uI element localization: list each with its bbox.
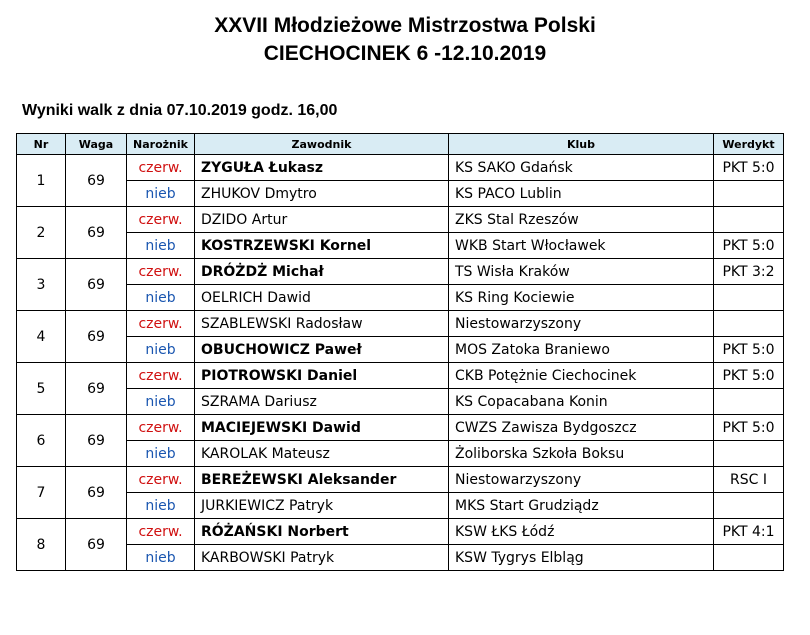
verdict — [714, 207, 784, 233]
corner-blue: nieb — [127, 337, 195, 363]
document-subtitle-event: CIECHOCINEK 6 -12.10.2019 — [263, 42, 547, 65]
table-row — [17, 519, 784, 545]
fighter-name: KOSTRZEWSKI Kornel — [195, 233, 449, 259]
table-row — [17, 259, 784, 285]
column-header-waga: Waga — [66, 134, 127, 155]
fighter-name: JURKIEWICZ Patryk — [195, 493, 449, 519]
table-row — [17, 363, 784, 389]
verdict — [714, 285, 784, 311]
corner-blue: nieb — [127, 493, 195, 519]
verdict — [714, 545, 784, 571]
verdict — [714, 181, 784, 207]
fighter-name: MACIEJEWSKI Dawid — [195, 415, 449, 441]
bout-number: 3 — [17, 259, 66, 311]
fighter-club: WKB Start Włocławek — [449, 233, 714, 259]
corner-red: czerw. — [127, 311, 195, 337]
table-row — [17, 493, 784, 519]
fighter-club: Niestowarzyszony — [449, 467, 714, 493]
column-header-naroznik: Narożnik — [127, 134, 195, 155]
weight-class: 69 — [66, 207, 127, 259]
document-title: XXVII Młodzieżowe Mistrzostwa Polski — [214, 14, 596, 37]
results-table — [16, 133, 784, 571]
verdict — [714, 311, 784, 337]
corner-red: czerw. — [127, 415, 195, 441]
fighter-name: SZRAMA Dariusz — [195, 389, 449, 415]
verdict — [714, 389, 784, 415]
column-header-werdykt: Werdykt — [714, 134, 784, 155]
table-row — [17, 207, 784, 233]
corner-blue: nieb — [127, 441, 195, 467]
corner-red: czerw. — [127, 467, 195, 493]
fighter-club: MKS Start Grudziądz — [449, 493, 714, 519]
verdict: PKT 5:0 — [714, 363, 784, 389]
fighter-club: ZKS Stal Rzeszów — [449, 207, 714, 233]
verdict: PKT 3:2 — [714, 259, 784, 285]
table-row — [17, 337, 784, 363]
fighter-name: DRÓŻDŻ Michał — [195, 259, 449, 285]
table-row — [17, 181, 784, 207]
fighter-club: KS SAKO Gdańsk — [449, 155, 714, 181]
fighter-club: KSW ŁKS Łódź — [449, 519, 714, 545]
table-row — [17, 311, 784, 337]
bout-number: 1 — [17, 155, 66, 207]
fighter-name: RÓŻAŃSKI Norbert — [195, 519, 449, 545]
bout-number: 8 — [17, 519, 66, 571]
corner-blue: nieb — [127, 233, 195, 259]
bout-number: 6 — [17, 415, 66, 467]
corner-blue: nieb — [127, 389, 195, 415]
table-row — [17, 285, 784, 311]
column-header-klub: Klub — [449, 134, 714, 155]
fighter-name: SZABLEWSKI Radosław — [195, 311, 449, 337]
verdict: PKT 4:1 — [714, 519, 784, 545]
fighter-club: CKB Potężnie Ciechocinek — [449, 363, 714, 389]
fighter-club: CWZS Zawisza Bydgoszcz — [449, 415, 714, 441]
fighter-name: DZIDO Artur — [195, 207, 449, 233]
corner-red: czerw. — [127, 207, 195, 233]
weight-class: 69 — [66, 155, 127, 207]
fighter-name: ZHUKOV Dmytro — [195, 181, 449, 207]
weight-class: 69 — [66, 311, 127, 363]
fighter-name: BEREŻEWSKI Aleksander — [195, 467, 449, 493]
corner-red: czerw. — [127, 259, 195, 285]
verdict: RSC I — [714, 467, 784, 493]
fighter-club: KS Ring Kociewie — [449, 285, 714, 311]
table-header-row — [17, 134, 784, 155]
bout-number: 2 — [17, 207, 66, 259]
weight-class: 69 — [66, 519, 127, 571]
bout-number: 7 — [17, 467, 66, 519]
fighter-club: Żoliborska Szkoła Boksu — [449, 441, 714, 467]
verdict: PKT 5:0 — [714, 415, 784, 441]
table-row — [17, 415, 784, 441]
bout-number: 4 — [17, 311, 66, 363]
fighter-club: KS Copacabana Konin — [449, 389, 714, 415]
fighter-club: KS PACO Lublin — [449, 181, 714, 207]
fighter-name: KARBOWSKI Patryk — [195, 545, 449, 571]
fighter-name: ZYGUŁA Łukasz — [195, 155, 449, 181]
bout-number: 5 — [17, 363, 66, 415]
fighter-name: OELRICH Dawid — [195, 285, 449, 311]
weight-class: 69 — [66, 259, 127, 311]
corner-red: czerw. — [127, 519, 195, 545]
results-table-body — [17, 155, 784, 571]
column-header-zawodnik: Zawodnik — [195, 134, 449, 155]
fighter-name: PIOTROWSKI Daniel — [195, 363, 449, 389]
fighter-club: Niestowarzyszony — [449, 311, 714, 337]
corner-blue: nieb — [127, 181, 195, 207]
weight-class: 69 — [66, 363, 127, 415]
corner-blue: nieb — [127, 285, 195, 311]
weight-class: 69 — [66, 415, 127, 467]
table-row — [17, 441, 784, 467]
verdict: PKT 5:0 — [714, 337, 784, 363]
verdict — [714, 441, 784, 467]
fighter-club: MOS Zatoka Braniewo — [449, 337, 714, 363]
fighter-club: TS Wisła Kraków — [449, 259, 714, 285]
corner-red: czerw. — [127, 363, 195, 389]
fighter-club: KSW Tygrys Elbląg — [449, 545, 714, 571]
column-header-nr: Nr — [17, 134, 66, 155]
table-row — [17, 233, 784, 259]
table-row — [17, 389, 784, 415]
verdict: PKT 5:0 — [714, 233, 784, 259]
table-row — [17, 545, 784, 571]
weight-class: 69 — [66, 467, 127, 519]
verdict — [714, 493, 784, 519]
verdict: PKT 5:0 — [714, 155, 784, 181]
fighter-name: OBUCHOWICZ Paweł — [195, 337, 449, 363]
table-row — [17, 467, 784, 493]
results-date-heading: Wyniki walk z dnia 07.10.2019 godz. 16,00 — [22, 102, 338, 119]
corner-blue: nieb — [127, 545, 195, 571]
fighter-name: KAROLAK Mateusz — [195, 441, 449, 467]
table-row — [17, 155, 784, 181]
corner-red: czerw. — [127, 155, 195, 181]
